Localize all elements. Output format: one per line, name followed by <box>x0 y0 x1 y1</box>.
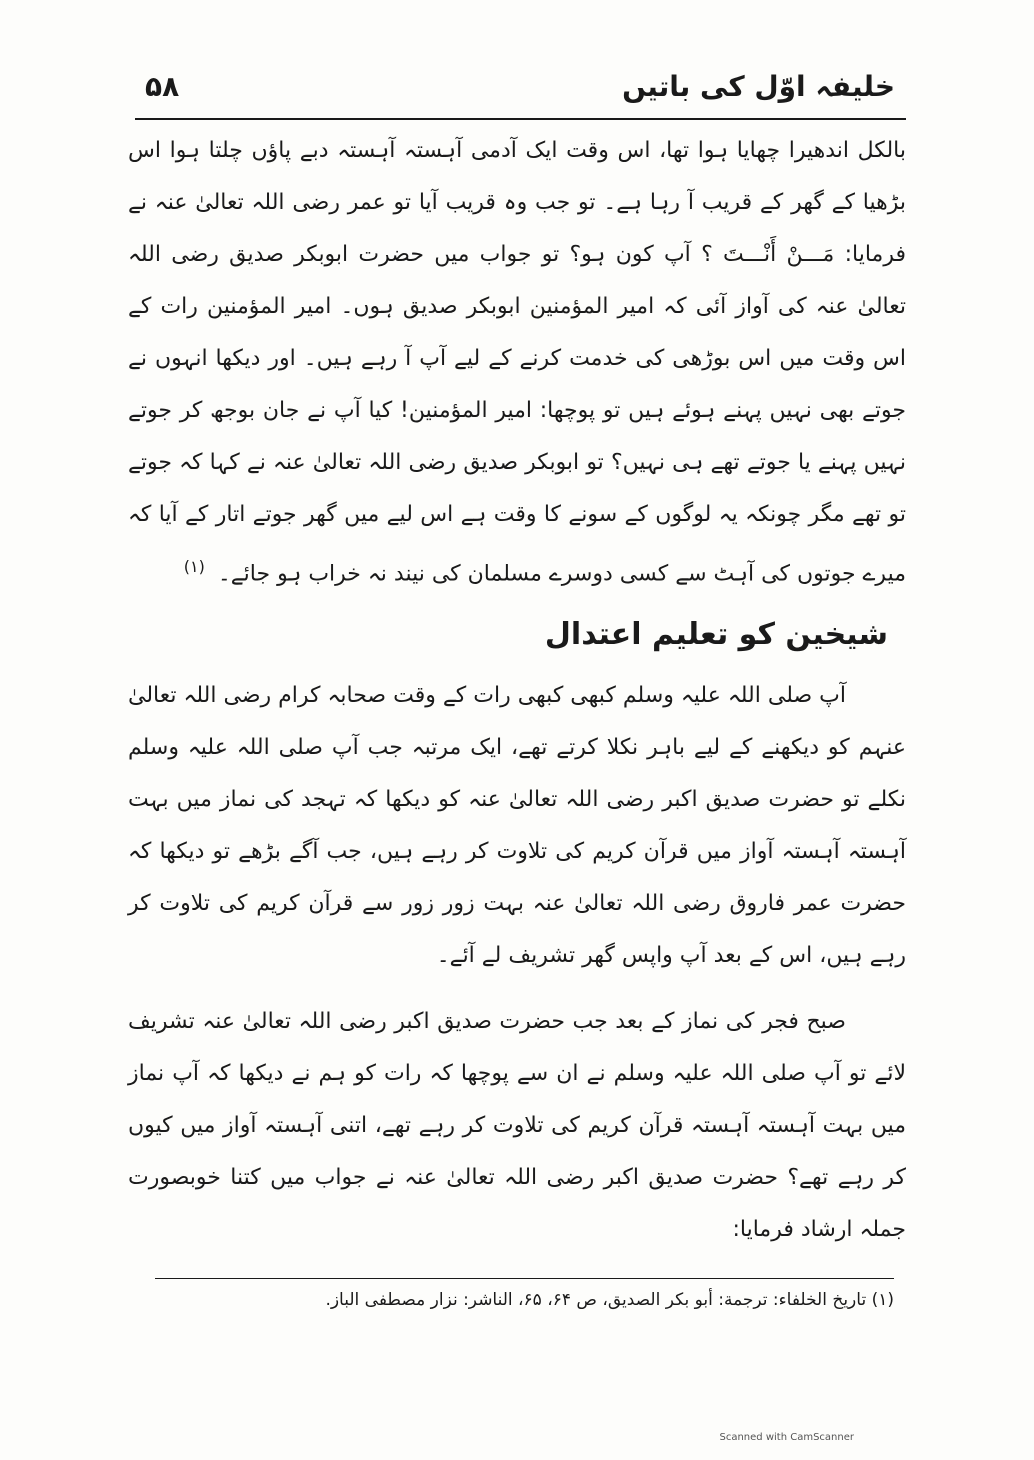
paragraph-1 <box>128 125 906 600</box>
section-heading: شیخین کو تعلیم اعتدال <box>544 617 888 653</box>
paragraph-2: آپ صلی اللہ علیہ وسلم کبھی کبھی رات کے وقت صحابہ کرام رضی اللہ تعالیٰ عنہم کو دیکھنے کے لیے باہر نکلا کرتے تھے، ایک مرتبہ جب آپ صلی اللہ علیہ وسلم نکلے تو حضرت صدیق اکبر رضی اللہ تعالیٰ عنہ کو دیکھا کہ تہجد کی نماز میں بہت آہستہ آہستہ آواز میں قرآن کریم کی تلاوت کر رہے ہیں، جب آگے بڑھے تو دیکھا کہ حضرت عمر فاروق رضی اللہ تعالیٰ عنہ بہت زور زور سے قرآن کریم کی تلاوت کر رہے ہیں، اس کے بعد آپ واپس گھر تشریف لے آئے۔ <box>128 683 906 969</box>
footnote-reference: (۱) <box>183 557 205 576</box>
scanner-watermark: Scanned with CamScanner <box>719 1432 854 1443</box>
footnote-divider <box>155 1278 894 1279</box>
footnote: (۱) تاريخ الخلفاء: ترجمة: أبو بكر الصديق، ص ۶۴، ۶۵، الناشر: نزار مصطفى الباز. <box>325 1290 894 1310</box>
running-title: خلیفہ اوّل کی باتیں <box>622 70 895 103</box>
header-divider <box>135 118 906 120</box>
paragraph-gap <box>128 982 906 996</box>
page-body <box>128 125 906 1256</box>
page-number: ۵۸ <box>145 70 180 103</box>
paragraph-3: صبح فجر کی نماز کے بعد جب حضرت صدیق اکبر رضی اللہ تعالیٰ عنہ تشریف لائے تو آپ صلی اللہ علیہ وسلم نے ان سے پوچھا کہ رات کو ہم نے دیکھا کہ آپ نماز میں بہت آہستہ آہستہ قرآن کریم کی تلاوت کر رہے تھے، اتنی آہستہ آواز میں کیوں کر رہے تھے؟ حضرت صدیق اکبر رضی اللہ تعالیٰ عنہ نے جواب میں کتنا خوبصورت جملہ ارشاد فرمایا: <box>128 1009 906 1243</box>
page-header <box>135 64 899 116</box>
paragraph-1-text: بالکل اندھیرا چھایا ہوا تھا، اس وقت ایک آدمی آہستہ آہستہ دبے پاؤں چلتا ہوا اس بڑھیا کے گھر کے قریب آ رہا ہے۔ تو جب وہ قریب آیا تو عمر رضی اللہ تعالیٰ عنہ نے فرمایا: مَـــنْ أَنْـــتَ ؟ آپ کون ہو؟ تو جواب میں حضرت ابوبکر صدیق رضی اللہ تعالیٰ عنہ کی آواز آئی کہ امیر المؤمنین ابوبکر صدیق ہوں۔ امیر المؤمنین رات کے اس وقت میں اس بوڑھی کی خدمت کرنے کے لیے آپ آ رہے ہیں۔ اور دیکھا انہوں نے جوتے بھی نہیں پہنے ہوئے ہیں تو پوچھا: امیر المؤمنین! کیا آپ نے جان بوجھ کر جوتے نہیں پہنے یا جوتے تھے ہی نہیں؟ تو ابوبکر صدیق رضی اللہ تعالیٰ عنہ نے کہا کہ جوتے تو تھے مگر چونکہ یہ لوگوں کے سونے کا وقت ہے اس لیے میں گھر جوتے اتار کے آیا کہ میرے جوتوں کی آہٹ سے کسی دوسرے مسلمان کی نیند نہ خراب ہو جائے۔ <box>128 138 906 587</box>
